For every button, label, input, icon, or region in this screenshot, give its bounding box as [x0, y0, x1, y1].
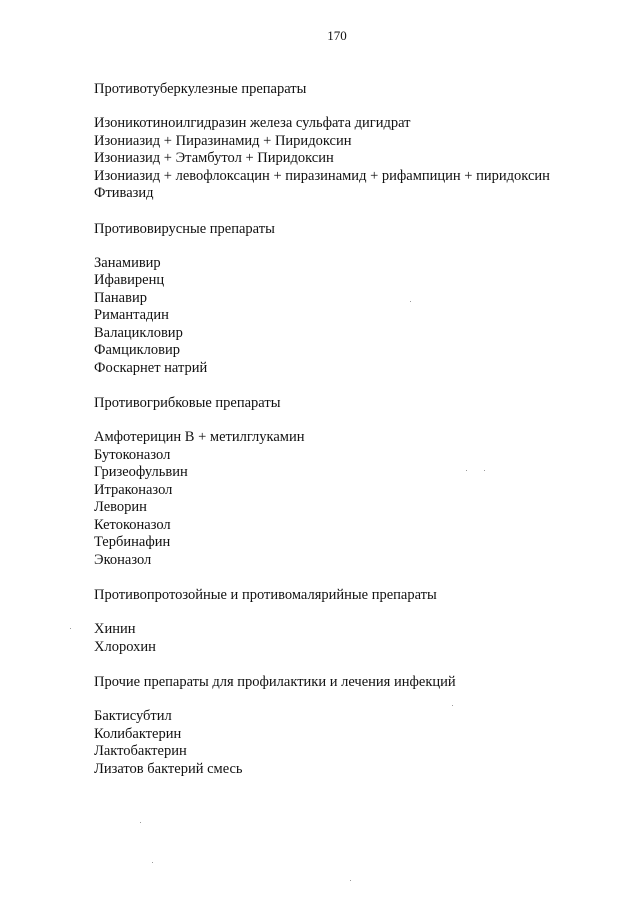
- list-item: Хлорохин: [94, 638, 156, 655]
- list-item: Изониазид + Этамбутол + Пиридоксин: [94, 150, 334, 166]
- scan-speck: [70, 628, 71, 629]
- scan-speck: [350, 880, 351, 881]
- list-item: Леворин: [94, 499, 147, 515]
- section-other-infection: [94, 673, 620, 778]
- list-item: Фоскарнет натрий: [94, 359, 208, 376]
- list-item: Бутоконазол: [94, 446, 171, 463]
- scan-speck: [484, 470, 485, 471]
- list-item: Колибактерин: [94, 725, 182, 742]
- list-item: Фамцикловир: [94, 342, 180, 358]
- list-item: Фтивазид: [94, 185, 154, 201]
- scan-speck: [140, 822, 141, 823]
- list-item: Амфотерицин В + метилглукамин: [94, 429, 305, 445]
- document-body: [94, 80, 620, 795]
- section-antiprotozoal: [94, 586, 620, 656]
- scan-speck: [466, 470, 467, 471]
- list-item: Изониазид + левофлоксацин + пиразинамид + рифампицин + пиридоксин: [94, 167, 550, 184]
- drug-list: [94, 115, 620, 203]
- drug-list: [94, 621, 620, 656]
- scan-speck: [410, 301, 411, 302]
- scan-speck: [152, 862, 153, 863]
- scan-speck: [452, 705, 453, 706]
- list-item: Панавир: [94, 289, 147, 306]
- list-item: Изоникотиноилгидразин железа сульфата дигидрат: [94, 115, 411, 131]
- section-title: Противогрибковые препараты: [94, 395, 281, 411]
- list-item: Хинин: [94, 621, 136, 637]
- list-item: Изониазид + Пиразинамид + Пиридоксин: [94, 132, 352, 149]
- list-item: Ифавиренц: [94, 272, 165, 288]
- section-antituberculosis: [94, 80, 620, 203]
- section-title: Противотуберкулезные препараты: [94, 81, 307, 97]
- section-title: Противовирусные препараты: [94, 220, 275, 237]
- page-number: 170: [327, 28, 347, 43]
- list-item: Лактобактерин: [94, 743, 187, 759]
- drug-list: [94, 255, 620, 378]
- section-antifungal: [94, 394, 620, 569]
- list-item: Римантадин: [94, 307, 169, 323]
- list-item: Гризеофульвин: [94, 464, 188, 480]
- list-item: Валацикловир: [94, 324, 183, 341]
- drug-list: [94, 708, 620, 778]
- list-item: Лизатов бактерий смесь: [94, 760, 243, 777]
- list-item: Кетоконазол: [94, 516, 171, 533]
- drug-list: [94, 429, 620, 569]
- list-item: Итраконазол: [94, 481, 173, 498]
- section-title: Прочие препараты для профилактики и лечения инфекций: [94, 674, 456, 690]
- list-item: Бактисубтил: [94, 708, 172, 724]
- list-item: Эконазол: [94, 551, 152, 568]
- section-antiviral: [94, 220, 620, 378]
- list-item: Занамивир: [94, 254, 161, 271]
- section-title: Противопротозойные и противомалярийные препараты: [94, 587, 437, 603]
- list-item: Тербинафин: [94, 534, 171, 550]
